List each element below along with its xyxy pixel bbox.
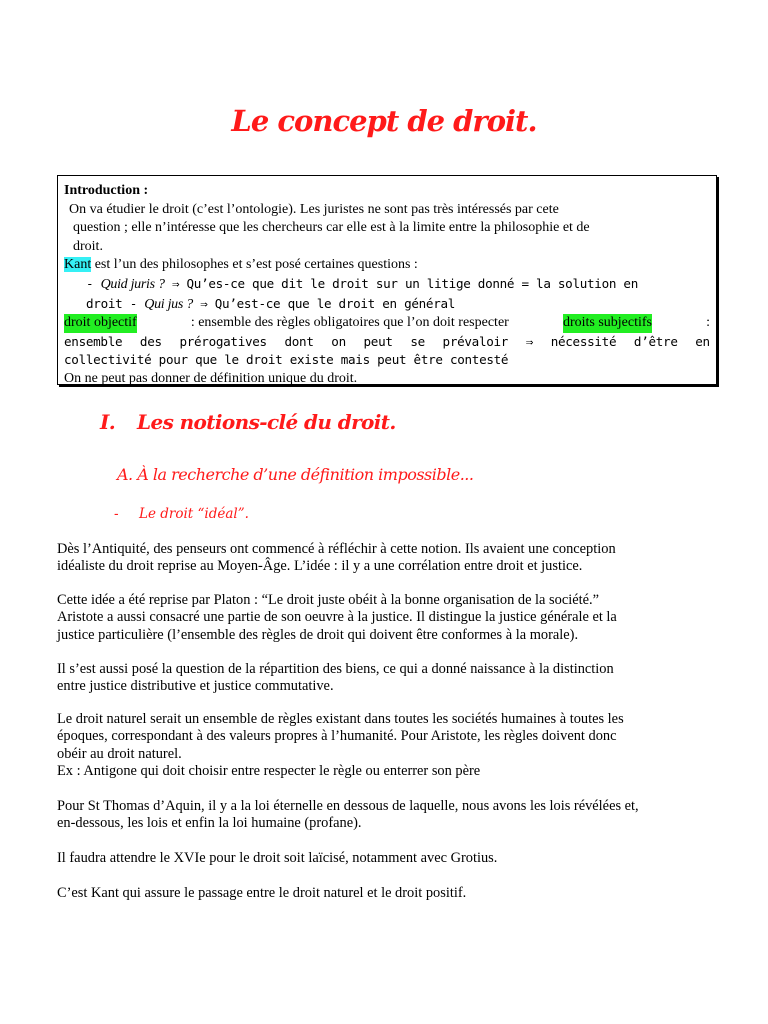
droit-objectif-highlight: droit objectif	[64, 314, 137, 333]
intro-line-2: question ; elle n’intéresse que les chercheurs car elle est à la limite entre la philosophie et de	[73, 220, 590, 236]
intro-last-line: On ne peut pas donner de définition unique du droit.	[64, 370, 358, 386]
intro-line-3: droit.	[73, 238, 103, 254]
droits-subjectifs-highlight: droits subjectifs	[563, 314, 652, 333]
intro-subjectifs-line-1: ensemble des prérogatives dont on peut se prévaloir ⇒ nécessité d’être en	[64, 333, 710, 349]
subsubsection-heading: - Le droit “idéal”.	[114, 506, 249, 522]
paragraph: Dès l’Antiquité, des penseurs ont commencé à réfléchir à cette notion. Ils avaient une conception idéaliste du droit reprise au Moyen-Âge. L’idée : il y a une corrélation entre droit et justice.	[57, 541, 616, 575]
kant-highlight: Kant	[64, 257, 92, 273]
intro-subjectifs-line-2: collectivité pour que le droit existe mais peut être contesté	[64, 352, 509, 368]
intro-qui-jus-line: droit - Qui jus ? ⇒ Qu’est-ce que le droit en général	[86, 295, 456, 312]
paragraph: Cette idée a été reprise par Platon : “Le droit juste obéit à la bonne organisation de la société.” Aristote a aussi consacré une partie de son oeuvre à la justice. Il distingue la justice générale et la justice particulière (l’ensemble des règles de droit qui doivent être conformes à la morale).	[57, 592, 617, 643]
intro-heading: Introduction :	[64, 183, 149, 198]
section-heading-1: I. Les notions-clé du droit.	[100, 410, 396, 434]
intro-line-1: On va étudier le droit (c’est l’ontologie). Les juristes ne sont pas très intéressés par cete	[69, 201, 559, 217]
paragraph: Il s’est aussi posé la question de la répartition des biens, ce qui a donné naissance à la distinction entre justice distributive et justice commutative.	[57, 661, 614, 695]
subsection-heading-a: A. À la recherche d’une définition impossible...	[117, 465, 474, 484]
document-title: Le concept de droit.	[231, 104, 537, 138]
paragraph: Il faudra attendre le XVIe pour le droit soit laïcisé, notamment avec Grotius.	[57, 850, 498, 866]
introduction-box	[57, 175, 717, 385]
intro-quid-juris-line: - Quid juris ? ⇒ Qu’es-ce que dit le droit sur un litige donné = la solution en	[86, 275, 638, 292]
paragraph: Pour St Thomas d’Aquin, il y a la loi éternelle en dessous de laquelle, nous avons les lois révélées et, en-dessous, les lois et enfin la loi humaine (profane).	[57, 798, 639, 832]
intro-objectif-line: droit objectif : ensemble des règles obligatoires que l’on doit respecter droits subjectifs :	[64, 314, 710, 333]
paragraph: C’est Kant qui assure le passage entre le droit naturel et le droit positif.	[57, 885, 467, 901]
paragraph: Le droit naturel serait un ensemble de règles existant dans toutes les sociétés humaines à toutes les époques, correspondant à des valeurs propres à l’humanité. Pour Aristote, les règles doivent donc obéir au droit naturel. Ex : Antigone qui doit choisir entre respecter le règle ou enterrer son père	[57, 711, 624, 780]
intro-kant-line: Kant est l’un des philosophes et s’est posé certaines questions :	[64, 257, 418, 273]
